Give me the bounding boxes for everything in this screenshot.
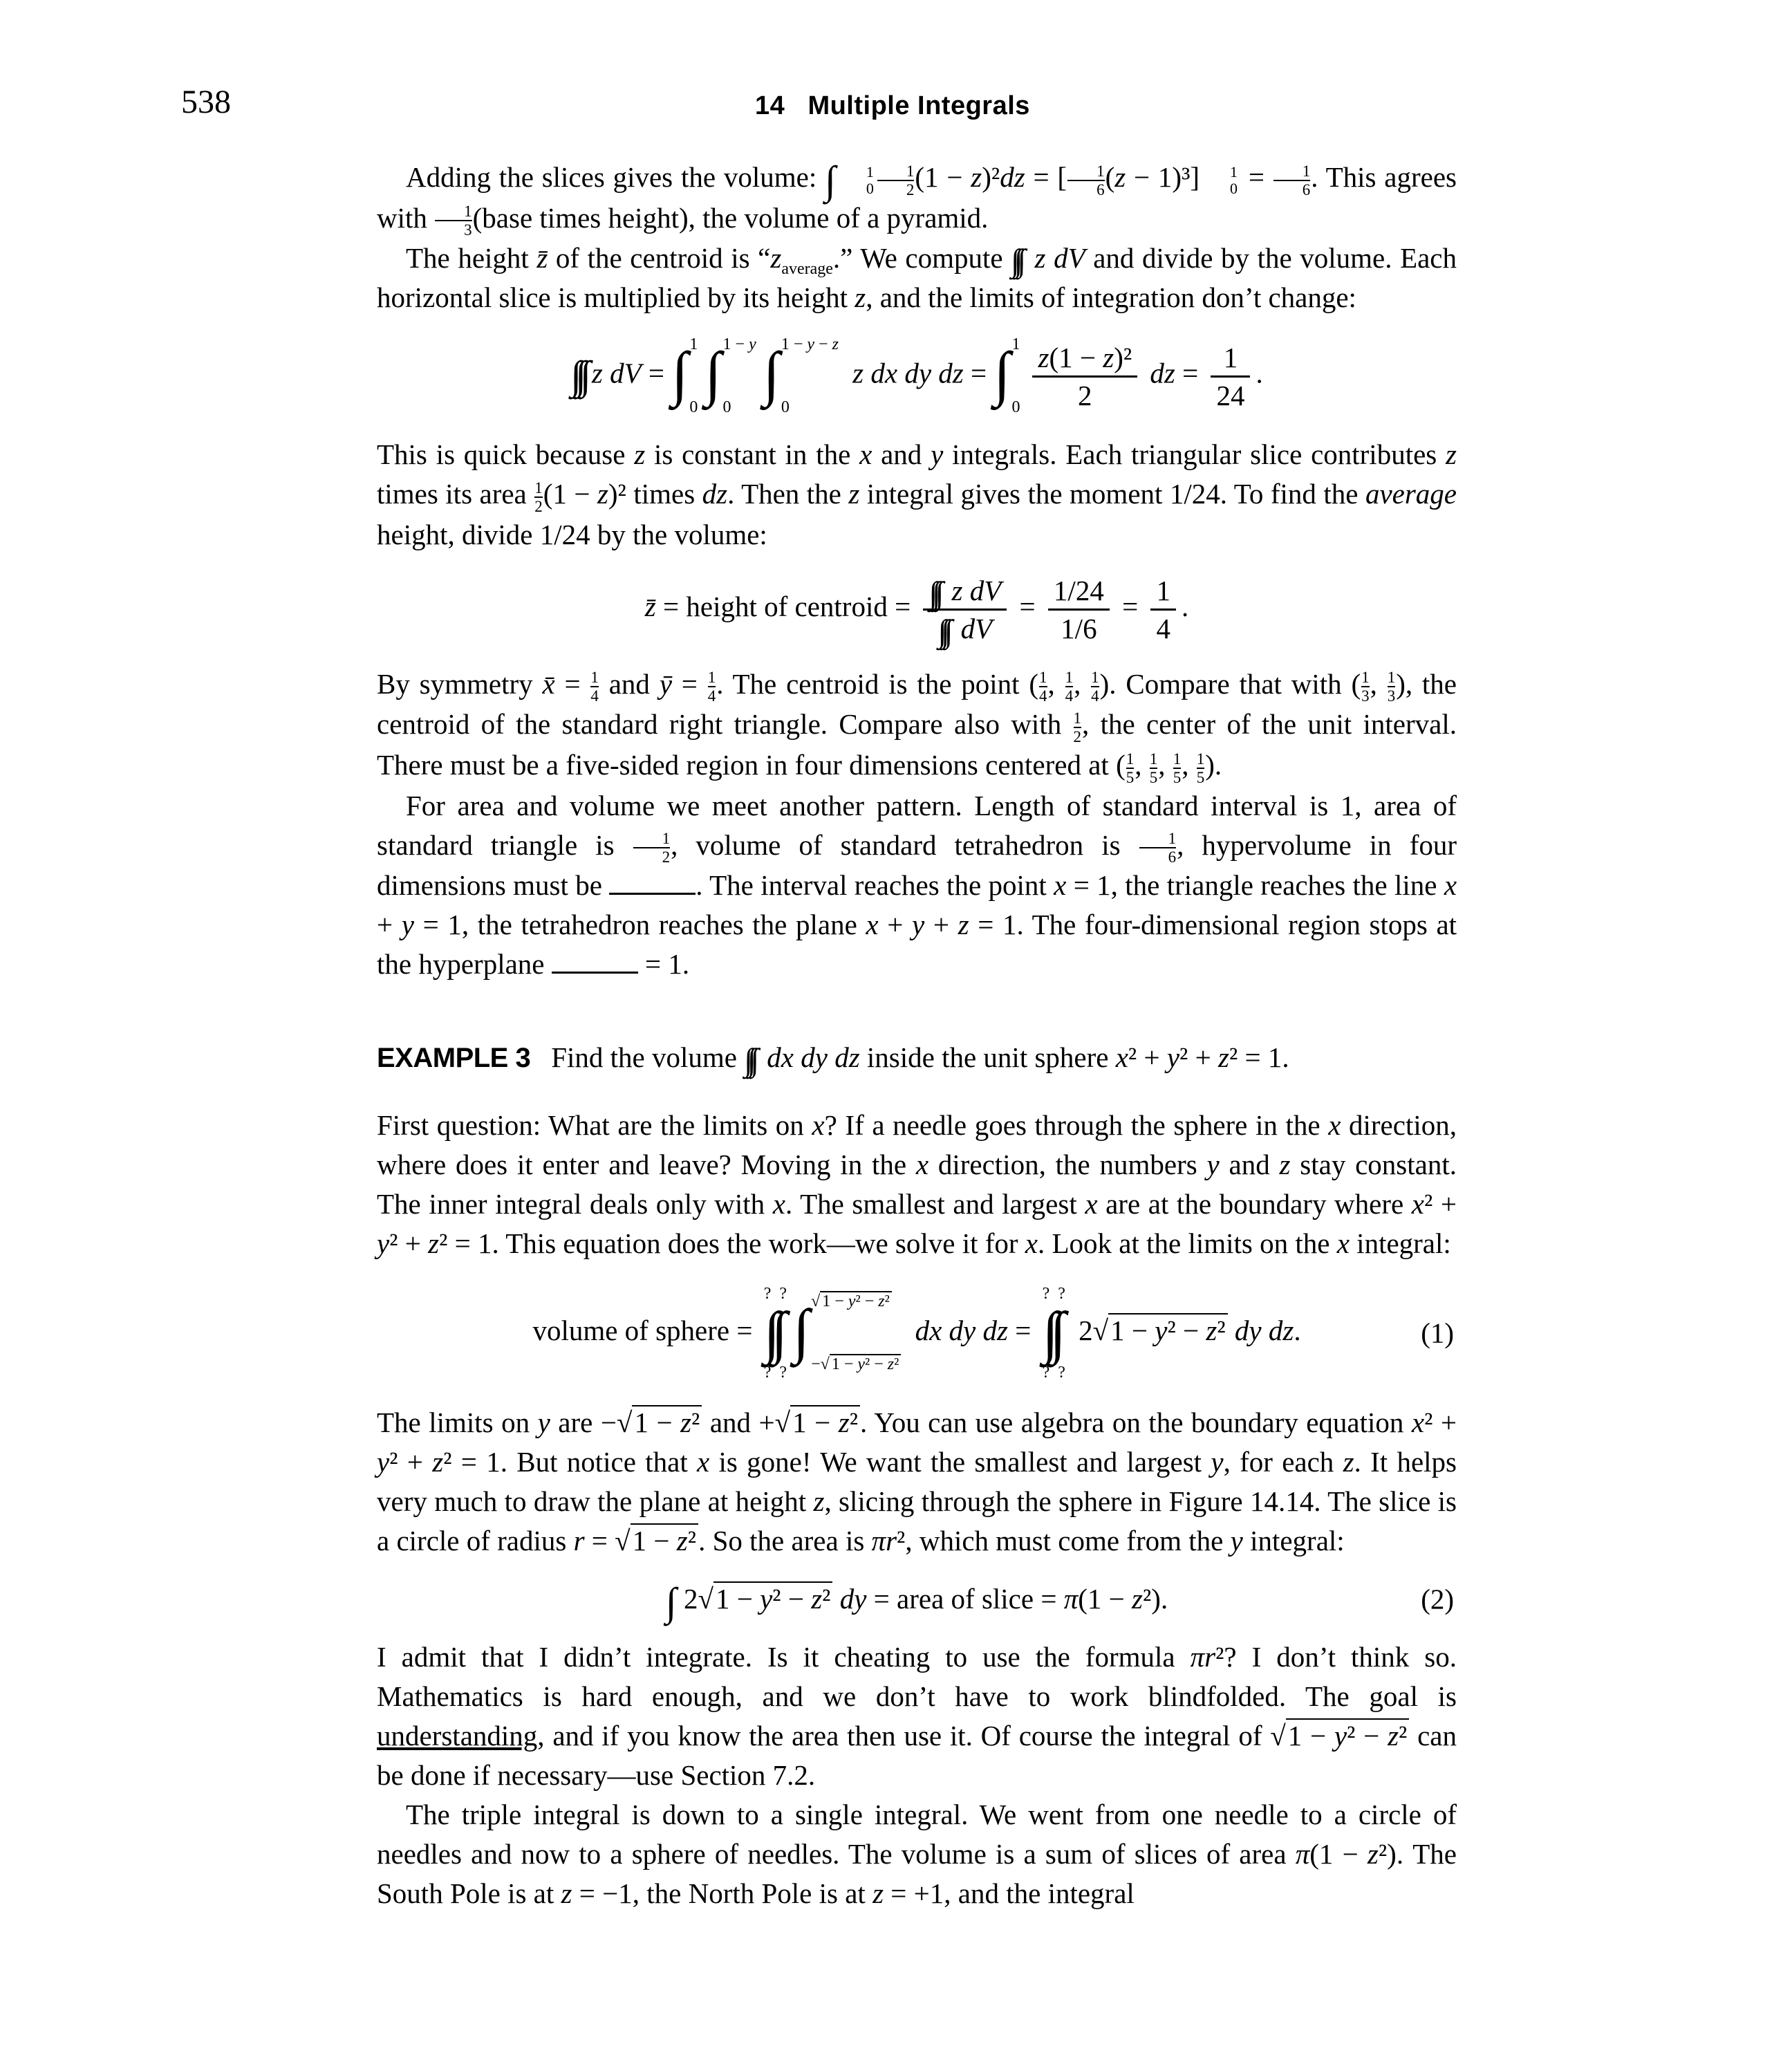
example-3-heading — [377, 1038, 1457, 1078]
paragraph-centroid-height: The height z̄ of the centroid is “$z_{average}$.” We compute ∫∫∫ z dV and divide by the volume. Each horizontal slice is multiplied by its height z, and the limits of integration don’t change: — [377, 242, 1457, 314]
example-3-label: EXAMPLE 3 — [377, 1043, 531, 1074]
paragraph-adding-slices: Adding the slices gives the volume: ∫ 1 0 $\frac{1}{2}$ (1 − z)²dz = [ $\frac{1}{6}$ (z − 1)³] 1 0 = $\frac{1}{6}$ . This agrees with $\frac{1}{3}$ (base times height), the volume of a pyramid. — [377, 158, 1457, 239]
paragraph-first-question: First question: What are the limits on x? If a needle goes through the sphere in the x direction, where does it enter and leave? Moving in the x direction, the numbers y and z stay constant. The inner integral deals only with x. The smallest and largest x are at the boundary where x² + y² + z² = 1. This equation does the work—we solve it for x. Look at the limits on the x integral: — [377, 1109, 1457, 1260]
text-column — [377, 158, 1457, 1913]
equation-1-row — [377, 1284, 1457, 1382]
paragraph-triple-to-single: The triple integral is down to a single integral. We went from one needle to a circle of needles and now to a sphere of needles. The volume is a sum of slices of area π(1 − z²). The South Pole is at z = −1, the North Pole is at z = +1, and the integral — [377, 1799, 1457, 1910]
chapter-header: 14 Multiple Integrals — [755, 91, 1030, 120]
equation-2-body: ∫ 2√1 − y² − z² dy = area of slice = π(1 − z²). — [665, 1579, 1168, 1625]
page-number: 538 — [181, 84, 231, 120]
equation-2-row — [377, 1579, 1457, 1625]
paragraph-quick-because: This is quick because z is constant in the x and y integrals. Each triangular slice contributes z times its area $\frac{1}{2}$ (1 − z)² times dz. Then the z integral gives the moment 1/24. To find the average height, divide 1/24 by the volume: — [377, 438, 1457, 550]
equation-2-number: (2) — [1421, 1583, 1454, 1615]
equation-moment-integral: ∫∫∫ z dV = ∫ 1 0 ∫ 1 − y 0 ∫ 1 − y − z 0 z dx dy dz = ∫ 1 0 $\frac{\text{z(1 − z)²}}{2}$ dz = $\frac{1}{24}$ . — [570, 335, 1263, 417]
paragraph-admit-no-integrate: I admit that I didn’t integrate. Is it cheating to use the formula πr²? I don’t think so. Mathematics is hard enough, and we don’t have to work blindfolded. The goal is understanding, and if you know the area then use it. Of course the integral of √1 − y² − z² can be done if necessary—use Section 7.2. — [377, 1641, 1457, 1792]
equation-1-number: (1) — [1421, 1317, 1454, 1349]
paragraph-limits-on-y: The limits on y are −√1 − z² and +√1 − z². You can use algebra on the boundary equation x² + y² + z² = 1. But notice that x is gone! We want the smallest and largest y, for each z. It helps very much to draw the plane at height z, slicing through the sphere in Figure 14.14. The slice is a circle of radius r = √1 − z². So the area is πr², which must come from the y integral: — [377, 1406, 1457, 1557]
equation-height-of-centroid: z̄ = height of centroid = $\frac{\text{∫∫∫ z dV}}{\int\int\int dV}$ = $\frac{1/24}{1/6}$ = $\frac{1}{4}$ . — [644, 574, 1189, 649]
example-3-text: Find the volume ∫∫∫ dx dy dz inside the unit sphere x² + y² + z² = 1. — [551, 1041, 1289, 1078]
paragraph-by-symmetry: By symmetry x̄ = $\frac{1}{4}$ and ȳ = $\frac{1}{4}$ . The centroid is the point ( $\frac{1}{4}$ , $\frac{1}{4}$ , $\frac{1}{4}$ ). Compare that with ( $\frac{1}{3}$ , $\frac{1}{3}$ ), the centroid of the standard right triangle. Compare also with $\frac{1}{2}$ , the center of the unit interval. There must be a five-sided region in four dimensions centered at ( $\frac{1}{5}$ , $\frac{1}{5}$ , $\frac{1}{5}$ , $\frac{1}{5}$ ). — [377, 667, 1457, 786]
paragraph-area-volume-pattern: For area and volume we meet another pattern. Length of standard interval is 1, area of standard triangle is $\frac{1}{2}$ , volume of standard tetrahedron is $\frac{1}{6}$ , hypervolume in four dimensions must be . The interval reaches the point x = 1, the triangle reaches the line x + y = 1, the tetrahedron reaches the plane x + y + z = 1. The four-dimensional region stops at the hyperplane = 1. — [377, 789, 1457, 981]
equation-1-body: volume of sphere = ? ? ∫∫ ? ? ∫ √ 1 − y² − z² −√ 1 − y² − z² dx dy dz = ? ? ∫∫ ? ? 2√1 − y² − z² dy dz. — [532, 1285, 1301, 1382]
